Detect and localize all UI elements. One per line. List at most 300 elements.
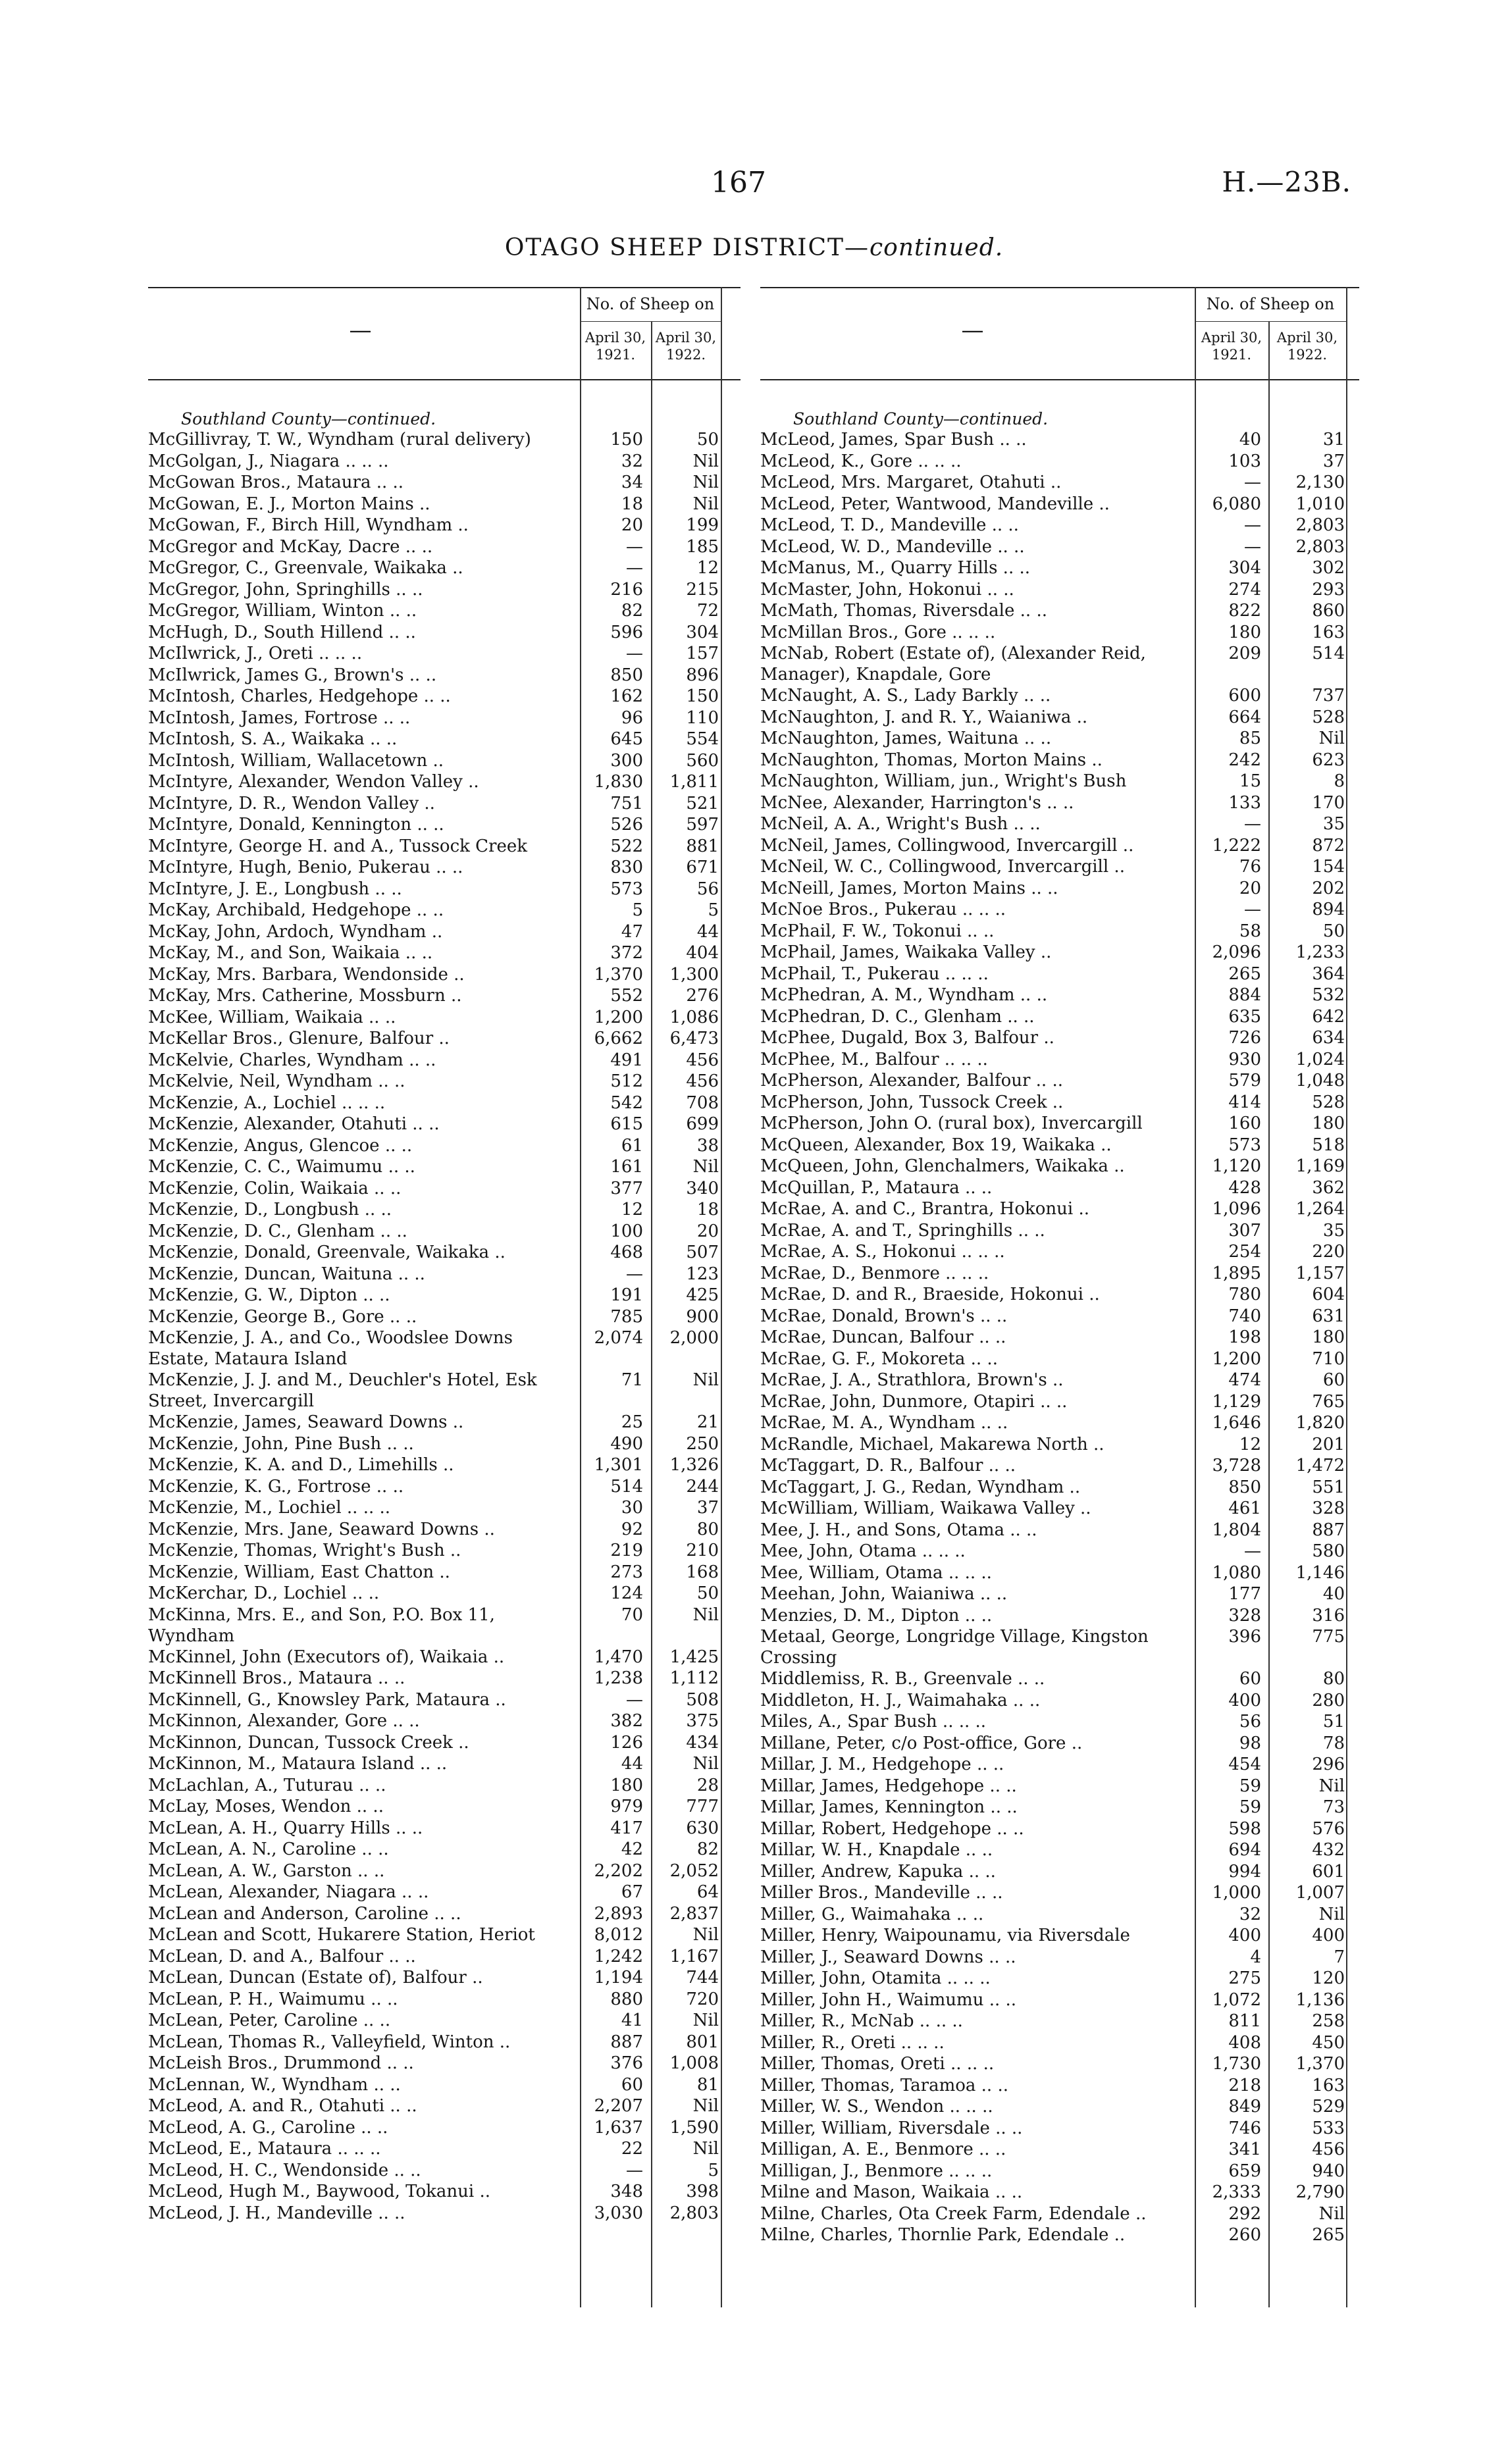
- table-row: [760, 1327, 1359, 1348]
- owner-name: McIntosh, S. A., Waikaka .. ..: [148, 729, 398, 749]
- page-title: [0, 234, 1508, 261]
- table-row: [760, 1947, 1359, 1968]
- owner-name: McPherson, John, Tussock Creek ..: [760, 1092, 1064, 1112]
- sheep-1921: 76: [1239, 857, 1261, 877]
- table-row: [760, 1498, 1359, 1520]
- owner-name: McLean, A. W., Garston .. ..: [148, 1861, 385, 1881]
- table-row: [760, 1626, 1359, 1668]
- table-row: [148, 451, 741, 473]
- owner-name: McTaggart, J. G., Redan, Wyndham ..: [760, 1477, 1081, 1497]
- sheep-1922: 250: [686, 1433, 719, 1454]
- table-row: [148, 1454, 741, 1476]
- sheep-1921: 160: [1228, 1114, 1261, 1133]
- sheep-1922: 765: [1312, 1391, 1345, 1412]
- owner-name: McLeod, W. D., Mandeville .. ..: [760, 536, 1025, 557]
- table-row: [760, 2011, 1359, 2032]
- sheep-1921: 615: [610, 1114, 643, 1134]
- name-column-header: —: [349, 317, 372, 344]
- table-row: [148, 1882, 741, 1903]
- sheep-1922: 634: [1312, 1028, 1345, 1048]
- sheep-1922: 1,136: [1295, 1989, 1345, 2010]
- sheep-1922: 1,300: [669, 964, 719, 985]
- table-row: [760, 792, 1359, 814]
- sheep-1922: 220: [1312, 1242, 1345, 1262]
- owner-name: McLeod, T. D., Mandeville .. ..: [760, 515, 1019, 535]
- sheep-1921: 785: [610, 1306, 643, 1327]
- table-row: [760, 1455, 1359, 1477]
- sheep-1921: 598: [1228, 1818, 1261, 1839]
- sheep-1922: 302: [1312, 558, 1345, 578]
- table-row: [148, 1861, 741, 1882]
- sheep-1922: 2,837: [669, 1903, 719, 1924]
- table-row: [148, 942, 741, 964]
- owner-name: McLeod, Mrs. Margaret, Otahuti ..: [760, 473, 1062, 492]
- owner-name: McKenzie, William, East Chatton ..: [148, 1562, 450, 1582]
- sheep-1921: 830: [610, 858, 643, 877]
- table-row: [148, 2032, 741, 2053]
- owner-name: McKenzie, James, Seaward Downs ..: [148, 1412, 464, 1432]
- sheep-1921: 1,096: [1212, 1199, 1261, 1219]
- owner-name: McWilliam, William, Waikawa Valley ..: [760, 1499, 1091, 1518]
- owner-name: Middlemiss, R. B., Greenvale .. ..: [760, 1669, 1045, 1689]
- owner-name: McKenzie, D., Longbush .. ..: [148, 1200, 392, 1219]
- table-row: [148, 1306, 741, 1328]
- sheep-1922: 340: [686, 1178, 719, 1198]
- sheep-1921: 18: [621, 494, 643, 514]
- owner-name: McKerchar, D., Lochiel .. ..: [148, 1583, 380, 1603]
- sheep-1922: 72: [696, 601, 719, 621]
- sheep-1922: 1,157: [1295, 1263, 1345, 1283]
- owner-name: McQueen, John, Glenchalmers, Waikaka ..: [760, 1156, 1125, 1176]
- table-row: [760, 1220, 1359, 1242]
- sheep-1922: 51: [1322, 1712, 1345, 1732]
- owner-name: McKinnell Bros., Mataura .. ..: [148, 1668, 405, 1688]
- owner-name: McKinnon, M., Mataura Island .. ..: [148, 1754, 448, 1774]
- sheep-1922: 28: [696, 1775, 719, 1795]
- sheep-1922: 529: [1312, 2097, 1345, 2117]
- sheep-1922: 64: [696, 1882, 719, 1902]
- sheep-1921: 573: [610, 879, 643, 899]
- sheep-1922: Nil: [1318, 1904, 1345, 1924]
- sheep-1922: 521: [686, 793, 719, 813]
- owner-name: McPhedran, D. C., Glenham .. ..: [760, 1006, 1035, 1027]
- sheep-1921: 428: [1228, 1177, 1261, 1198]
- sheep-1921: 2,202: [594, 1861, 643, 1881]
- sheep-1922: 180: [1312, 1114, 1345, 1133]
- table-row: [148, 921, 741, 943]
- sheep-1921: 417: [610, 1818, 643, 1838]
- owner-name: McLay, Moses, Wendon .. ..: [148, 1797, 384, 1816]
- sheep-1921: 15: [1239, 771, 1261, 791]
- sheep-1921: 124: [610, 1583, 643, 1603]
- sheep-1922: 623: [1312, 750, 1345, 770]
- sheep-1921: 22: [621, 2139, 643, 2159]
- sheep-1921: 126: [610, 1732, 643, 1753]
- sheep-1921: 274: [1228, 579, 1261, 600]
- table-row: [148, 857, 741, 879]
- sheep-1921: 30: [621, 1498, 643, 1518]
- owner-name: McIlwrick, James G., Brown's .. ..: [148, 665, 437, 685]
- table-row: [148, 1924, 741, 1946]
- sheep-1922: 514: [1312, 644, 1345, 663]
- table-row: [760, 2032, 1359, 2054]
- table-row: [760, 1006, 1359, 1028]
- owner-name: Miller, J., Seaward Downs .. ..: [760, 1947, 1016, 1967]
- sheep-1922: Nil: [692, 2139, 719, 2159]
- sheep-1922: 450: [1312, 2032, 1345, 2053]
- owner-name: McLeod, H. C., Wendonside .. ..: [148, 2160, 421, 2180]
- sheep-1921: 811: [1228, 2011, 1261, 2031]
- sheep-1921: 2,207: [594, 2096, 643, 2116]
- table-row: [760, 1818, 1359, 1840]
- sheep-1922: 720: [686, 1989, 719, 2009]
- sheep-1922: 896: [686, 665, 719, 685]
- owner-name: McMaster, John, Hokonui .. ..: [760, 579, 1014, 600]
- table-row: [760, 2224, 1359, 2246]
- sheep-1921: 307: [1228, 1220, 1261, 1241]
- table-row: [148, 1050, 741, 1071]
- table-row: [760, 1882, 1359, 1904]
- owner-name: McKinnon, Alexander, Gore .. ..: [148, 1711, 420, 1731]
- sheep-1921: 514: [610, 1476, 643, 1497]
- sheep-1922: 737: [1312, 686, 1345, 706]
- owner-name: McKenzie, G. W., Dipton .. ..: [148, 1285, 390, 1305]
- sheep-1922: Nil: [692, 2096, 719, 2116]
- owner-name: McLean, P. H., Waimumu .. ..: [148, 1989, 398, 2009]
- sheep-1921: 341: [1228, 2140, 1261, 2159]
- owner-name: Millar, James, Kennington .. ..: [760, 1797, 1018, 1817]
- sheep-1921: 526: [610, 815, 643, 834]
- owner-name: McLean and Scott, Hukarere Station, Heriot: [148, 1925, 535, 1945]
- owner-name: Miller, W. S., Wendon .. .. ..: [760, 2097, 993, 2117]
- sheep-1922: 304: [686, 622, 719, 642]
- owner-name: Millar, James, Hedgehope .. ..: [760, 1776, 1017, 1796]
- table-row: [148, 1071, 741, 1092]
- owner-name: McPhail, T., Pukerau .. .. ..: [760, 963, 989, 984]
- table-row: [148, 2181, 741, 2203]
- sheep-1922: 265: [1312, 2225, 1345, 2245]
- sheep-1921: 70: [621, 1604, 643, 1625]
- sheep-1922: 150: [686, 686, 719, 706]
- sheep-1922: 180: [1312, 1327, 1345, 1347]
- sheep-1922: 316: [1312, 1605, 1345, 1626]
- owner-name: McKenzie, K. G., Fortrose .. ..: [148, 1476, 404, 1497]
- table-row: [760, 985, 1359, 1006]
- sheep-1922: 507: [686, 1243, 719, 1262]
- table-row: [148, 1818, 741, 1839]
- sheep-1922: 2,803: [669, 2203, 719, 2223]
- owner-name: McLeod, A. and R., Otahuti .. ..: [148, 2096, 417, 2116]
- sheep-1922: 2,790: [1295, 2182, 1345, 2202]
- sheep-1922: 1,086: [669, 1007, 719, 1027]
- sheep-1922: 296: [1312, 1755, 1345, 1774]
- owner-name: McIntosh, James, Fortrose .. ..: [148, 707, 411, 728]
- sheep-1921: 1,370: [594, 964, 643, 985]
- sheep-1921: 1,242: [594, 1946, 643, 1966]
- owner-name: McGolgan, J., Niagara .. .. ..: [148, 451, 389, 471]
- table-row: [148, 1497, 741, 1519]
- owner-name: Miller, Andrew, Kapuka .. ..: [760, 1861, 996, 1882]
- owner-name: McIntosh, William, Wallacetown ..: [148, 750, 444, 771]
- title-suffix: continued.: [870, 234, 1004, 261]
- table-row: [148, 2074, 741, 2096]
- sheep-1922: 1,169: [1295, 1156, 1345, 1176]
- sheep-1922: 775: [1312, 1627, 1345, 1647]
- sheep-1922: Nil: [1318, 729, 1345, 748]
- owner-name: Meehan, John, Waianiwa .. ..: [760, 1584, 1008, 1604]
- owner-name: McIntyre, Donald, Kennington .. ..: [148, 815, 444, 834]
- sheep-1922: 35: [1322, 814, 1345, 834]
- owner-name: McNeill, James, Morton Mains .. ..: [760, 878, 1058, 898]
- owner-name: McQuillan, P., Mataura .. ..: [760, 1177, 993, 1198]
- sheep-1922: 1,811: [669, 772, 719, 792]
- sheep-1921: 468: [610, 1243, 643, 1262]
- table-row: [760, 707, 1359, 729]
- sheep-1922: 576: [1312, 1818, 1345, 1839]
- owner-name: McKenzie, M., Lochiel .. .. ..: [148, 1498, 391, 1518]
- sheep-1921: 454: [1228, 1755, 1261, 1774]
- sheep-1922: 2,000: [669, 1328, 719, 1348]
- sheep-1922: 1,326: [669, 1455, 719, 1475]
- owner-name: McIntosh, Charles, Hedgehope .. ..: [148, 686, 451, 706]
- table-row: [760, 750, 1359, 771]
- table-row: [148, 622, 741, 644]
- sheep-1922: 244: [686, 1476, 719, 1497]
- sheep-1922: 35: [1322, 1220, 1345, 1241]
- left-column-table: [148, 287, 741, 2307]
- table-row: [760, 1562, 1359, 1584]
- owner-name: McRae, M. A., Wyndham .. ..: [760, 1413, 1008, 1433]
- sheep-1921: 12: [1239, 1434, 1261, 1454]
- table-row: [760, 2139, 1359, 2161]
- sheep-1922: 560: [686, 750, 719, 771]
- sheep-1922: 642: [1312, 1006, 1345, 1027]
- sheep-1922: 699: [686, 1114, 719, 1134]
- table-row: [760, 1861, 1359, 1883]
- owner-name: McKenzie, J. J. and M., Deuchler's Hotel, Esk Street, Invercargill: [148, 1370, 537, 1411]
- owner-name: McTaggart, D. R., Balfour .. ..: [760, 1456, 1016, 1476]
- owner-name: McKinnon, Duncan, Tussock Creek ..: [148, 1732, 469, 1753]
- sheep-1921: 12: [621, 1200, 643, 1219]
- sheep-1921: 47: [621, 921, 643, 942]
- owner-name: McManus, M., Quarry Hills .. ..: [760, 558, 1031, 578]
- sheep-1921: 979: [610, 1797, 643, 1816]
- table-row: [760, 1839, 1359, 1861]
- table-row: [760, 1263, 1359, 1285]
- sheep-1922: 900: [686, 1306, 719, 1327]
- table-row: [148, 771, 741, 793]
- owner-name: McPhail, James, Waikaka Valley ..: [760, 942, 1052, 962]
- sheep-1922: 887: [1312, 1520, 1345, 1540]
- sheep-1922: 1,425: [669, 1647, 719, 1667]
- sheep-1921: 219: [610, 1541, 643, 1560]
- sheep-1922: 7: [1334, 1947, 1345, 1967]
- table-row: [760, 2096, 1359, 2118]
- table-row: [148, 579, 741, 601]
- owner-name: McIlwrick, J., Oreti .. .. ..: [148, 644, 363, 663]
- owner-name: Millar, Robert, Hedgehope .. ..: [760, 1818, 1024, 1839]
- sheep-1922: 50: [696, 430, 719, 449]
- owner-name: McPhee, M., Balfour .. .. ..: [760, 1049, 988, 1069]
- sheep-1921: 42: [621, 1839, 643, 1859]
- table-row: [148, 1540, 741, 1562]
- column-header-1922: April 30, 1922.: [1276, 330, 1338, 363]
- owner-name: McKenzie, J. A., and Co., Woodslee Downs Estate, Mataura Island: [148, 1328, 513, 1369]
- sheep-1922: 163: [1312, 622, 1345, 642]
- sheep-1921: 300: [610, 750, 643, 771]
- sheep-1921: 40: [1239, 430, 1261, 449]
- owner-name: McLean, Alexander, Niagara .. ..: [148, 1882, 429, 1902]
- table-row: [148, 2203, 741, 2224]
- sheep-1922: 215: [686, 579, 719, 600]
- table-row: [760, 1370, 1359, 1391]
- owner-name: McRae, Donald, Brown's .. ..: [760, 1306, 1008, 1326]
- table-row: [760, 1348, 1359, 1370]
- table-row: [148, 2117, 741, 2139]
- sheep-1921: 260: [1228, 2225, 1261, 2245]
- sheep-1921: 490: [610, 1433, 643, 1454]
- sheep-1921: 265: [1228, 963, 1261, 984]
- sheep-1922: 1,370: [1295, 2054, 1345, 2074]
- owner-name: McKenzie, George B., Gore .. ..: [148, 1306, 417, 1327]
- owner-name: Mee, William, Otama .. .. ..: [760, 1562, 992, 1583]
- sheep-1921: 3,030: [594, 2203, 643, 2223]
- owner-name: McNeil, James, Collingwood, Invercargill ..: [760, 835, 1134, 856]
- owner-name: McKenzie, C. C., Waimumu .. ..: [148, 1157, 415, 1177]
- sheep-1922: 123: [686, 1264, 719, 1284]
- table-row: [148, 1412, 741, 1433]
- table-row: [760, 643, 1359, 685]
- table-row: [148, 665, 741, 686]
- owner-name: Miller, R., McNab .. .. ..: [760, 2011, 963, 2031]
- sheep-1921: 216: [610, 579, 643, 600]
- table-row: [148, 1710, 741, 1732]
- owner-name: McLean, D. and A., Balfour .. ..: [148, 1946, 416, 1966]
- sheep-1922: 551: [1312, 1477, 1345, 1497]
- sheep-1921: 6,662: [594, 1029, 643, 1048]
- table-row: [148, 2138, 741, 2160]
- sheep-1921: —: [1244, 536, 1261, 557]
- table-row: [760, 1583, 1359, 1605]
- sheep-1922: 82: [696, 1839, 719, 1859]
- sheep-1922: Nil: [692, 2011, 719, 2030]
- table-row: [148, 1668, 741, 1689]
- sheep-1921: 884: [1228, 985, 1261, 1005]
- sheep-1922: 2,803: [1295, 515, 1345, 535]
- sheep-1922: 744: [686, 1968, 719, 1988]
- sheep-1922: 1,008: [669, 2053, 719, 2073]
- owner-name: McLeod, J. H., Mandeville .. ..: [148, 2203, 405, 2223]
- table-row: [760, 1754, 1359, 1776]
- table-row: [760, 1241, 1359, 1263]
- table-row: [148, 729, 741, 750]
- owner-name: McKenzie, Donald, Greenvale, Waikaka ..: [148, 1243, 506, 1262]
- sheep-1921: 1,072: [1212, 1989, 1261, 2010]
- sheep-1921: —: [1244, 473, 1261, 492]
- sheep-1922: 56: [696, 879, 719, 899]
- sheep-1921: 746: [1228, 2118, 1261, 2138]
- name-column-header: —: [961, 317, 984, 344]
- table-row: [148, 1476, 741, 1498]
- owner-name: McRae, D., Benmore .. .. ..: [760, 1263, 989, 1283]
- sheep-1921: 726: [1228, 1028, 1261, 1048]
- sheep-1921: 1,238: [594, 1668, 643, 1688]
- owner-name: McGregor, John, Springhills .. ..: [148, 579, 423, 600]
- owner-name: McNab, Robert (Estate of), (Alexander Reid, Manager), Knapdale, Gore: [760, 644, 1146, 684]
- owner-name: McLean, Duncan (Estate of), Balfour ..: [148, 1968, 483, 1988]
- owner-name: McRae, J. A., Strathlora, Brown's ..: [760, 1370, 1064, 1390]
- sheep-1921: 162: [610, 686, 643, 706]
- table-row: [760, 771, 1359, 792]
- owner-name: McKelvie, Charles, Wyndham .. ..: [148, 1050, 436, 1070]
- table-row: [148, 1519, 741, 1541]
- sheep-1921: 32: [1239, 1904, 1261, 1924]
- sheep-1922: 508: [686, 1689, 719, 1710]
- owner-name: McRae, A. and C., Brantra, Hokonui ..: [760, 1199, 1090, 1219]
- owner-name: McMath, Thomas, Riversdale .. ..: [760, 601, 1047, 621]
- table-row: [148, 2160, 741, 2182]
- sheep-1922: 1,112: [669, 1668, 719, 1688]
- sheep-1921: 100: [610, 1221, 643, 1241]
- sheep-1921: 254: [1228, 1242, 1261, 1262]
- sheep-1922: 80: [1322, 1669, 1345, 1689]
- sheep-1921: 1,000: [1212, 1883, 1261, 1903]
- sheep-1921: 850: [1228, 1477, 1261, 1497]
- sheep-1921: —: [1244, 814, 1261, 834]
- owner-name: Mee, J. H., and Sons, Otama .. ..: [760, 1520, 1037, 1540]
- owner-name: Metaal, George, Longridge Village, Kingston Crossing: [760, 1627, 1149, 1668]
- sheep-1922: 631: [1312, 1306, 1345, 1326]
- owner-name: Millar, W. H., Knapdale .. ..: [760, 1840, 993, 1860]
- sheep-1922: 276: [686, 986, 719, 1006]
- sheep-1922: 1,264: [1295, 1199, 1345, 1219]
- table-row: [148, 515, 741, 536]
- sheep-1921: 664: [1228, 707, 1261, 727]
- table-row: [148, 1839, 741, 1861]
- table-row: [760, 1925, 1359, 1947]
- sheep-1922: 860: [1312, 601, 1345, 621]
- sheep-1922: 185: [686, 536, 719, 557]
- sheep-1922: Nil: [692, 1604, 719, 1625]
- sheep-1921: 59: [1239, 1776, 1261, 1796]
- owner-name: McMillan Bros., Gore .. .. ..: [760, 622, 996, 642]
- sheep-1921: 461: [1228, 1499, 1261, 1518]
- document-reference: H.—23B.: [1222, 166, 1351, 198]
- owner-name: McLeod, Peter, Wantwood, Mandeville ..: [760, 494, 1110, 514]
- sheep-1921: —: [1244, 900, 1261, 919]
- owner-name: McKenzie, Alexander, Otahuti .. ..: [148, 1114, 440, 1134]
- sheep-1921: 198: [1228, 1327, 1261, 1347]
- sheep-1922: 601: [1312, 1861, 1345, 1882]
- sheep-1921: 150: [610, 430, 643, 449]
- table-row: [148, 1114, 741, 1135]
- sheep-1921: 71: [621, 1370, 643, 1390]
- sheep-1921: 3,728: [1212, 1456, 1261, 1476]
- owner-name: McKenzie, Colin, Waikaia .. ..: [148, 1178, 402, 1198]
- owner-name: McLennan, W., Wyndham .. ..: [148, 2074, 401, 2095]
- sheep-1921: 1,730: [1212, 2054, 1261, 2074]
- owner-name: McGillivray, T. W., Wyndham (rural delivery): [148, 430, 531, 449]
- table-row: [760, 685, 1359, 707]
- owner-name: McLean, A. N., Caroline .. ..: [148, 1839, 389, 1859]
- sheep-1922: 1,048: [1295, 1071, 1345, 1091]
- owner-name: McLean and Anderson, Caroline .. ..: [148, 1903, 461, 1924]
- sheep-1922: 1,010: [1295, 494, 1345, 514]
- sheep-1922: 258: [1312, 2011, 1345, 2031]
- table-row: [148, 793, 741, 815]
- sheep-1921: 573: [1228, 1135, 1261, 1155]
- section-heading: Southland County—continued.: [181, 409, 436, 428]
